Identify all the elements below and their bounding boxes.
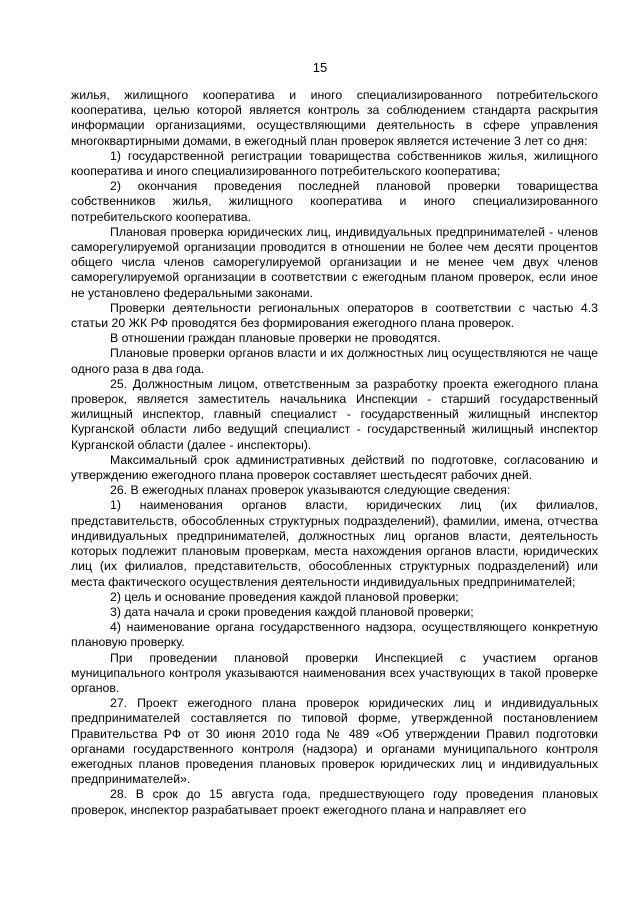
page-number: 15: [312, 60, 328, 75]
paragraph-self-regulated-organizations: Плановая проверка юридических лиц, индивидуальных предпринимателей - членов саморегулируемой организации проводится в отношении не более чем десяти процентов общего числа членов саморегулируемой организации и не менее чем двух членов саморегулируемой организации в соответствии с ежегодным планом проверок, если иное не установлено федеральными законами.: [71, 224, 598, 300]
paragraph-26-item-4: 4) наименование органа государственного надзора, осуществляющего конкретную плановую проверку.: [71, 620, 598, 650]
paragraph-municipal-control: При проведении плановой проверки Инспекцией с участием органов муниципального контроля указываются наименования всех участвующих в такой проверке органов.: [71, 650, 598, 695]
paragraph-item-2-last-inspection: 2) окончания проведения последней плановой проверки товарищества собственников жилья, жилищного кооператива и иного специализированного потребительского кооператива.: [71, 179, 598, 224]
paragraph-max-term: Максимальный срок административных действий по подготовке, согласованию и утверждению ежегодного плана проверок составляет шестьдесят рабочих дней.: [71, 452, 598, 483]
paragraph-citizens: В отношении граждан плановые проверки не проводятся.: [110, 331, 441, 346]
paragraph-26-item-2: 2) цель и основание проведения каждой плановой проверки;: [110, 589, 459, 604]
paragraph-26-item-1: 1) наименования органов власти, юридических лиц (их филиалов, представительств, обособленных структурных подразделений), фамилии, имена, отчества индивидуальных предпринимателей, должностных лиц органов власти, деятельность которых подлежит плановым проверкам, места нахождения органов власти, юридических лиц (их филиалов, представительств, обособленных структурных подразделений) или места фактического осуществления деятельности индивидуальных предпринимателей;: [71, 498, 598, 589]
paragraph-section-27: 27. Проект ежегодного плана проверок юридических лиц и индивидуальных предпринимателей составляется по типовой форме, утвержденной постановлением Правительства РФ от 30 июня 2010 года № 489 «Об утверждении Правил подготовки органами государственного контроля (надзора) и органами муниципального контроля ежегодных планов проведения плановых проверок юридических лиц и индивидуальных предпринимателей».: [71, 696, 598, 787]
paragraph-section-26: 26. В ежегодных планах проверок указываются следующие сведения:: [110, 483, 511, 498]
document-body: [71, 88, 598, 818]
paragraph-section-25: 25. Должностным лицом, ответственным за разработку проекта ежегодного плана проверок, является заместитель начальника Инспекции - старший государственный жилищный инспектор, главный специалист - государственный жилищный инспектор Курганской области либо ведущий специалист - государственный жилищный инспектор Курганской области (далее - инспекторы).: [71, 376, 598, 452]
paragraph-26-item-3: 3) дата начала и сроки проведения каждой плановой проверки;: [110, 604, 474, 619]
paragraph-item-1-registration: 1) государственной регистрации товарищества собственников жилья, жилищного кооператива и иного специализированного потребительского кооператива;: [71, 148, 598, 179]
paragraph-continuation: жилья, жилищного кооператива и иного специализированного потребительского кооператива, целью которой является контроль за соблюдением стандарта раскрытия информации организациями, осуществляющими деятельность в сфере управления многоквартирными домами, в ежегодный план проверок является истечение 3 лет со дня:: [71, 88, 598, 148]
paragraph-section-28: 28. В срок до 15 августа года, предшествующего году проведения плановых проверок, инспектор разрабатывает проект ежегодного плана и направляет его: [71, 787, 598, 817]
paragraph-regional-operators: Проверки деятельности региональных операторов в соответствии с частью 4.3 статьи 20 ЖК РФ проводятся без формирования ежегодного плана проверок.: [71, 300, 598, 331]
paragraph-authorities-frequency: Плановые проверки органов власти и их должностных лиц осуществляются не чаще одного раза в два года.: [71, 346, 598, 376]
